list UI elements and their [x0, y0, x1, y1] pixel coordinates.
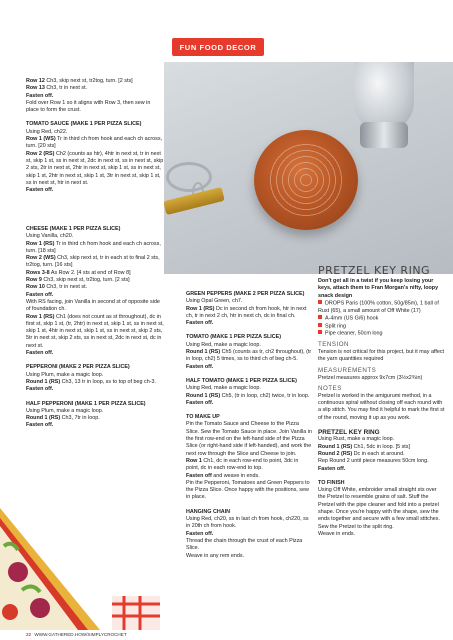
measurements-text: Pretzel measures approx 9x7cm (3½x2¾in) [318, 374, 423, 381]
instruction-line [186, 349, 312, 364]
instruction-label: Fasten off. [26, 92, 54, 99]
materials-item-text: A-4mm (US G/6) hook [325, 315, 379, 322]
instruction-line [26, 187, 164, 194]
instruction-text: Ch5 (counts as tr, ch2 throughout), (tr in loop, ch2) 5 times, ss to third ch of beg ch-5. [186, 349, 312, 363]
instruction-label: Round 1 (RS) [186, 349, 221, 356]
instruction-label: Round 1 (RS) [318, 443, 353, 450]
pattern-intro: Don't get all in a twist if you keep losing your keys, attach them to Fran Morgan's nifty, loopy snack design [318, 278, 439, 299]
instruction-text: Ch1, 5dc in loop. [5 sts] [352, 443, 410, 450]
pretzel-keyring-photo [164, 62, 453, 274]
instruction-line [186, 458, 312, 473]
instruction-line [318, 436, 445, 443]
instruction-line [26, 151, 164, 187]
instruction-line [26, 233, 164, 240]
instruction-text: Using Red, ch22. [26, 128, 68, 135]
instruction-line [186, 473, 312, 480]
section-heading: TO MAKE UP [186, 414, 220, 421]
section-banner [172, 38, 264, 56]
instruction-label: Fasten off. [318, 465, 346, 472]
materials-item [318, 330, 445, 338]
instruction-label: Row 2 (WS) [26, 255, 56, 262]
instruction-text: Rep Round 2 until piece measures 50cm long. [318, 458, 429, 465]
instruction-text: Using Red, make a magic loop. [186, 385, 261, 392]
instruction-line [26, 277, 164, 284]
instruction-text: Using Red, make a magic loop. [186, 341, 261, 348]
column-2 [186, 291, 312, 560]
instruction-text: Tr in third ch from hook and each ch across, turn. [20 sts] [26, 136, 163, 150]
instruction-line [26, 284, 164, 291]
instruction-label: Fasten off. [26, 422, 54, 429]
instruction-text: With RS facing, join Vanilla in second st of opposite side of foundation ch. [26, 298, 160, 313]
instruction-line [186, 385, 312, 392]
instruction-line [318, 451, 445, 458]
instruction-label: Row 1 (RS) [26, 240, 55, 247]
instruction-line [26, 415, 164, 422]
tomato-shape [2, 604, 18, 620]
footer-url: WWW.GATHERED.HOW/SIMPLYCROCHET [34, 632, 127, 637]
instruction-label: Fasten off. [186, 363, 214, 370]
instruction-line [26, 292, 164, 299]
column-3-pretzel-pattern [318, 264, 445, 538]
materials-item [318, 300, 445, 315]
page-footer [26, 632, 127, 638]
bullet-icon [318, 330, 322, 334]
instruction-line [26, 136, 164, 151]
pepperoni-shape [8, 562, 28, 582]
column-1-top [26, 78, 164, 194]
instruction-line [26, 386, 164, 393]
page-number: 22 [26, 632, 32, 637]
instruction-text: Ch3, 13 tr in loop, ss to top of beg ch-3. [60, 378, 157, 385]
salt-shaker-base-image [360, 122, 408, 148]
instruction-text: Ch2 (counts as htr), 4htr in next st, tr in next st, skip 1 st, ss in next st, 2dc in next st, ss in next st, skip 2 sts, 2tr in next st, 2htr in next st, skip 1 st, ss in next st, skip 1 st, 2htr in next st, skip 1 st, 3tr in next st, skip 1 st, ss in next st, htr in next st. [26, 150, 164, 186]
instruction-text: Using Opal Green, ch7. [186, 298, 243, 305]
bullet-icon [318, 300, 322, 304]
spacer [318, 422, 445, 429]
instruction-line [186, 516, 312, 531]
instruction-line [186, 531, 312, 538]
instruction-text: Ch3, skip next st, tr2tog, turn. [2 sts] [44, 78, 133, 84]
instruction-line [26, 379, 164, 386]
section-heading: CHEESE (MAKE 1 PER PIZZA SLICE) [26, 226, 121, 232]
spacer [186, 371, 312, 378]
instruction-text: Pin the Tomato Sauce and Cheese to the Pizza Slice. Sew the Tomato Sauce in place. Join Vanilla in the first row-end on the left-hand side of the Pizza Slice (or right-hand side if left-handed), and work the next row through the Slice and Cheese to join. [186, 421, 312, 457]
key-ring-heading: PRETZEL KEY RING [318, 429, 380, 437]
instruction-line [26, 100, 164, 115]
instruction-label: Row 13 [26, 85, 45, 92]
column-1-bottom [26, 226, 164, 430]
instruction-text: and weave in ends. [211, 472, 260, 479]
finish-text-3: Weave in ends. [318, 530, 356, 537]
instruction-text: Pin the Pepperoni, Tomatoes and Green Peppers to the Pizza Slice. Once happy with the positions, sew in place. [186, 479, 310, 501]
instruction-label: Fasten off. [26, 350, 54, 357]
instruction-text: Using Rust, make a magic loop. [318, 436, 395, 443]
instruction-label: Fasten off. [186, 399, 214, 406]
section-heading: PEPPERONI (MAKE 2 PER PIZZA SLICE) [26, 364, 130, 371]
instruction-text: Weave in any rem ends. [186, 552, 245, 559]
spacer [26, 394, 164, 401]
instruction-label: Fasten off. [26, 187, 54, 194]
spacer [26, 357, 164, 364]
instruction-label: Fasten off. [186, 530, 214, 537]
instruction-line [26, 314, 164, 350]
instruction-line [186, 342, 312, 349]
materials-item-text: Split ring [325, 322, 346, 329]
section-heading: TOMATO SAUCE (MAKE 1 PER PIZZA SLICE) [26, 121, 142, 128]
instruction-label: Rows 3-8 [26, 269, 50, 276]
crochet-pretzel-image [254, 130, 358, 230]
instruction-line [26, 241, 164, 256]
bullet-icon [318, 323, 322, 327]
instruction-label: Round 1 (RS) [186, 392, 221, 399]
instruction-label: Round 1 (RS) [26, 378, 61, 385]
materials-item-text: DROPS Paris (100% cotton, 50g/85m), 1 ball of Rust (65), a small amount of Off White (17) [318, 300, 439, 314]
spacer [186, 407, 312, 414]
instruction-text: As Row 2. [4 sts at end of Row 8] [49, 269, 131, 276]
instruction-label: Fasten off [186, 472, 212, 479]
instruction-label: Row 1 [186, 457, 202, 464]
instruction-text: Using Plum, make a magic loop. [26, 407, 104, 414]
instruction-line [318, 444, 445, 451]
materials-list [318, 300, 445, 338]
instruction-line [186, 553, 312, 560]
banner-title: FUN FOOD DECOR [179, 42, 257, 52]
instruction-line [186, 298, 312, 305]
key-ring-instructions [318, 436, 445, 472]
materials-item [318, 323, 445, 331]
instruction-line [318, 466, 445, 473]
instruction-text: Ch3, skip next st, tr in each st to final 2 sts, tr2tog, turn. [16 sts] [26, 255, 160, 269]
instruction-text: Tr in third ch from hook and each ch across, turn. [18 sts] [26, 240, 161, 254]
instruction-line [26, 350, 164, 357]
instruction-text: Ch1, dc in each row-end to point, 3dc in point, dc in each row-end to top. [186, 457, 299, 472]
instruction-text: Ch3, 7tr in loop. [60, 415, 100, 422]
instruction-line [186, 538, 312, 553]
instruction-line [26, 299, 164, 314]
tablecloth-shape [112, 596, 160, 630]
instruction-label: Row 12 [26, 78, 45, 84]
section-heading: HANGING CHAIN [186, 508, 231, 515]
instruction-label: Fasten off. [26, 386, 54, 393]
instruction-line [186, 306, 312, 321]
notes-heading: NOTES [318, 384, 342, 392]
notes-text: Pretzel is worked in the amigurumi method, in a continuous spiral without closing off each round with a slip stitch. You may find it helpful to mark the first st of the round, moving it up as you work. [318, 392, 445, 421]
instruction-label: Row 1 (RS) [26, 313, 55, 320]
instruction-text: Thread the chain through the crust of each Pizza Slice. [186, 537, 303, 552]
instruction-label: Row 2 (RS) [26, 150, 55, 157]
instruction-line [186, 400, 312, 407]
instruction-line [26, 408, 164, 415]
instruction-line [26, 93, 164, 100]
tension-heading: TENSION [318, 340, 350, 348]
instruction-label: Row 1 (WS) [26, 136, 56, 143]
instruction-text: Ch5, (tr in loop, ch2) twice, tr in loop. [220, 392, 310, 399]
instruction-line [26, 129, 164, 136]
spacer [186, 327, 312, 334]
instruction-text: Using Vanilla, ch20. [26, 233, 74, 240]
instruction-line [186, 320, 312, 327]
instruction-text: Ch3, skip next st, tr2tog, turn. [2 sts] [41, 277, 130, 284]
instruction-text: Using Plum, make a magic loop. [26, 371, 104, 378]
instruction-line [26, 270, 164, 277]
crochet-pizza-slice-image [0, 500, 160, 630]
bullet-icon [318, 315, 322, 319]
section-heading: HALF PEPPERONI (MAKE 1 PER PIZZA SLICE) [26, 400, 146, 407]
finish-text: Using Off White, embroider small straight sts over the Pretzel to resemble grains of salt. Stuff the Pretzel with the pipe cleaner and fold into a pretzel shape. Once you're happy with the shape, sew the ends together and secure with a few small stitches. [318, 487, 440, 523]
section-heading: GREEN PEPPERS (MAKE 2 PER PIZZA SLICE) [186, 291, 305, 297]
instruction-line [186, 480, 312, 502]
split-ring-image [166, 162, 212, 192]
finish-text-2: Sew the Pretzel to the split ring. [318, 523, 394, 530]
pepperoni-shape [30, 598, 50, 618]
instruction-text: Using Red, ch20, ss in last ch from hook, ch220, ss in 20th ch from hook. [186, 516, 309, 530]
pattern-title: PRETZEL KEY RING [318, 264, 431, 277]
instruction-line [318, 458, 445, 465]
instruction-label: Row 10 [26, 284, 45, 291]
spacer [318, 473, 445, 480]
instruction-line [26, 255, 164, 270]
materials-item [318, 315, 445, 323]
instruction-label: Round 1 (RS) [26, 415, 61, 422]
spacer [26, 114, 164, 121]
instruction-text: Ch3, tr in next st. [44, 284, 88, 291]
instruction-line [26, 422, 164, 429]
instruction-label: Fasten off. [26, 291, 54, 298]
measurements-heading: MEASUREMENTS [318, 366, 377, 374]
instruction-line [186, 393, 312, 400]
instruction-line [26, 85, 164, 92]
spacer [186, 502, 312, 509]
tension-text: Tension is not critical for this project, but it may affect the yarn quantities required [318, 348, 445, 363]
instruction-text: Fold over Row 1 so it aligns with Row 3, then sew in place to form the crust. [26, 99, 151, 114]
instruction-line [26, 78, 164, 85]
instruction-label: Row 9 [26, 277, 42, 284]
instruction-line [186, 421, 312, 457]
instruction-text: Ch3, tr in next st. [44, 85, 88, 92]
instruction-line [26, 372, 164, 379]
materials-item-text: Pipe cleaner, 50cm long [325, 330, 383, 337]
instruction-label: Fasten off. [186, 320, 214, 327]
instruction-label: Round 2 (RS) [318, 450, 353, 457]
instruction-text: Dc in second ch from hook, htr in next ch, tr in next 2 ch, htr in next ch, dc in final ch. [186, 305, 307, 319]
finish-heading: TO FINISH [318, 479, 345, 486]
instruction-text: Dc in each st around. [352, 450, 405, 457]
instruction-label: Row 1 (RS) [186, 305, 215, 312]
section-heading: TOMATO (MAKE 1 PER PIZZA SLICE) [186, 334, 282, 341]
section-heading: HALF TOMATO (MAKE 1 PER PIZZA SLICE) [186, 377, 297, 384]
instruction-line [186, 364, 312, 371]
instruction-text: Ch1 (does not count as st throughout), dc in first st, skip 1 st, (tr, 2htr) in next st, skip 1 st, ss in next st, skip 1 st, 4htr in next st, skip 1 st, ss in next st, skip 2 sts, 5tr in next st, skip 2 sts, ss in next st, 2dc in next st, dc in next st. [26, 313, 164, 349]
